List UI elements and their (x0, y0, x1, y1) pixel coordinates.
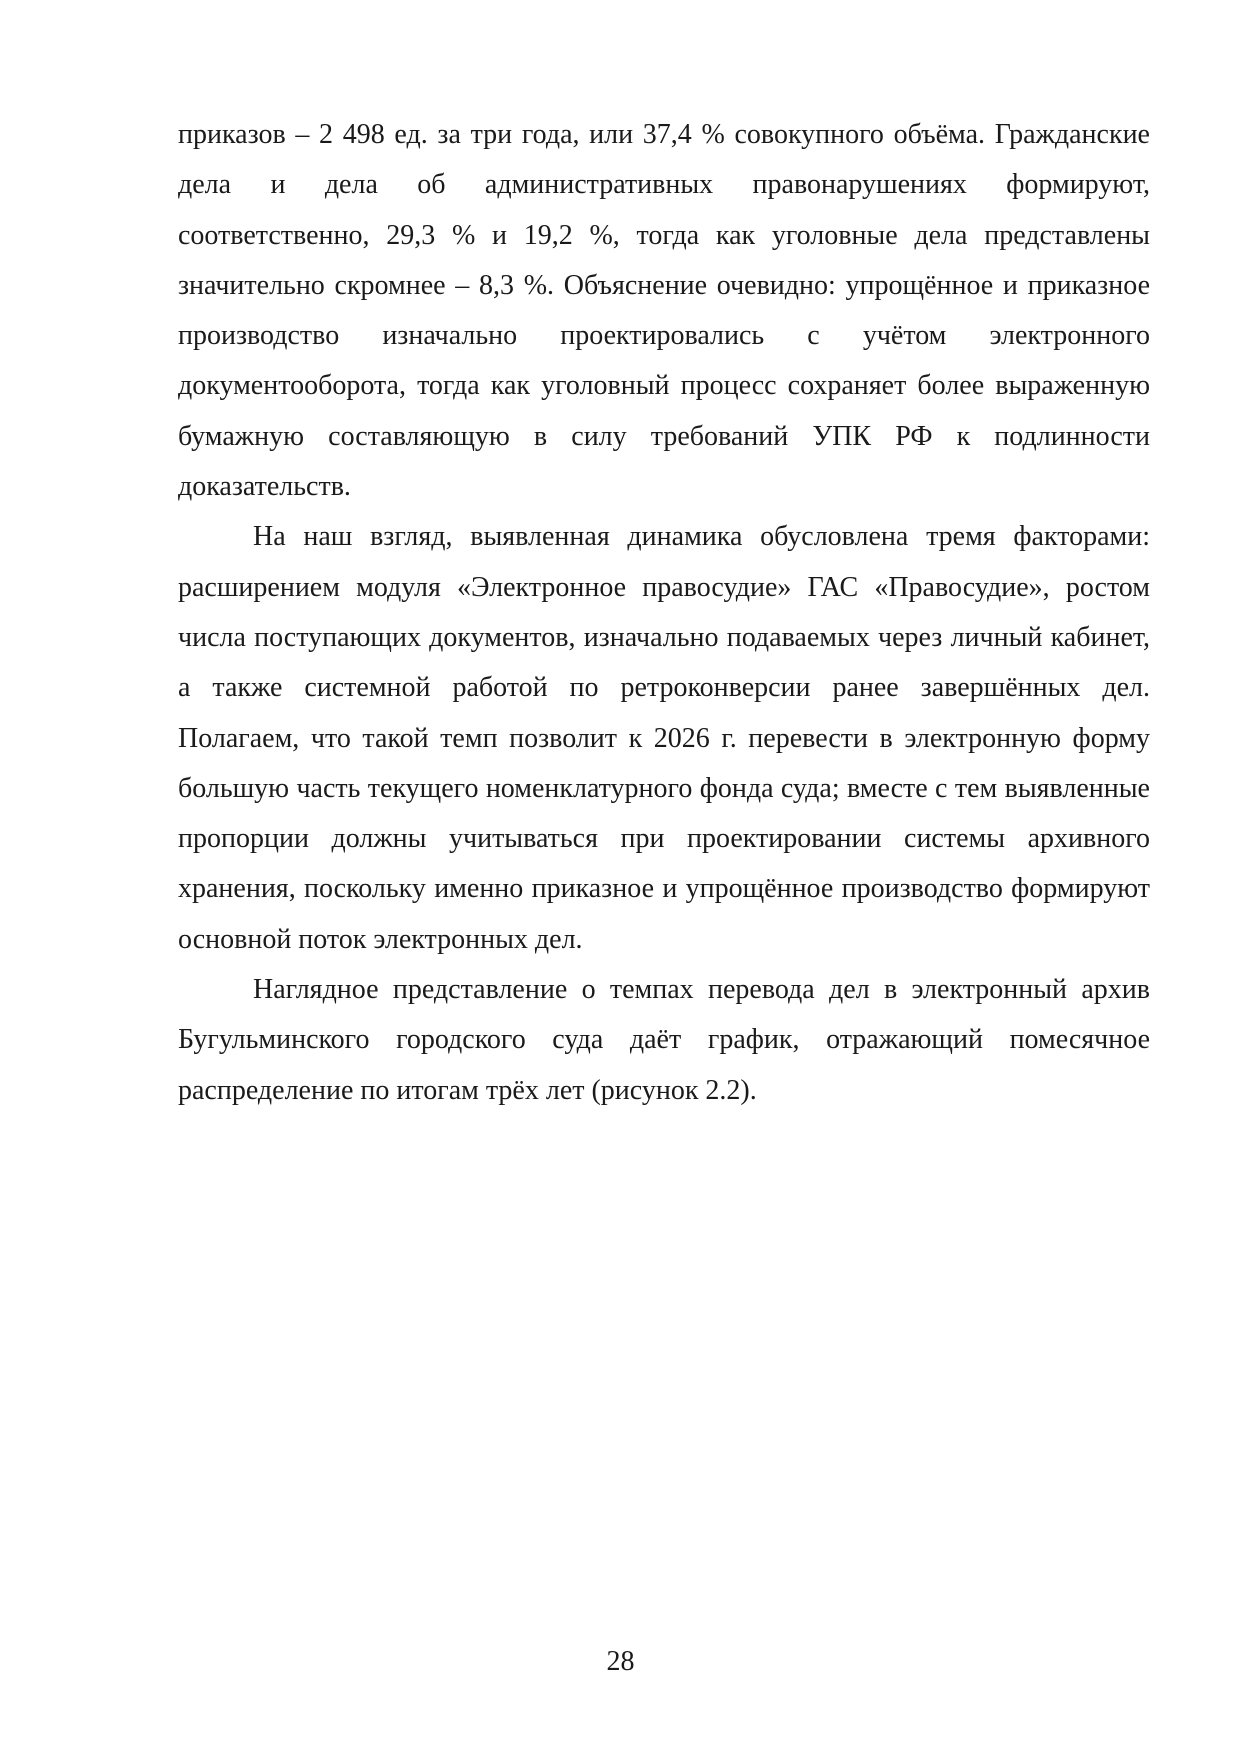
page-number: 28 (606, 1646, 635, 1677)
body-text (178, 110, 1150, 1116)
paragraph-continuation: приказов – 2 498 ед. за три года, или 37,4 % совокупного объёма. Гражданские дела и дела об административных правонарушениях формируют, соответственно, 29,3 % и 19,2 %, тогда как уголовные дела представлены значительно скромнее – 8,3 %. Объяснение очевидно: упрощённое и приказное производство изначально проектировались с учётом электронного документооборота, тогда как уголовный процесс сохраняет более выраженную бумажную составляющую в силу требований УПК РФ к подлинности доказательств. (178, 119, 1150, 503)
paragraph-figure-reference: Наглядное представление о темпах перевода дел в электронный архив Бугульминского городского суда даёт график, отражающий помесячное распределение по итогам трёх лет (рисунок 2.2). (178, 974, 1150, 1106)
paragraph-dynamics-factors: На наш взгляд, выявленная динамика обусловлена тремя факторами: расширением модуля «Электронное правосудие» ГАС «Правосудие», ростом числа поступающих документов, изначально подаваемых через личный кабинет, а также системной работой по ретроконверсии ранее завершённых дел. Полагаем, что такой темп позволит к 2026 г. перевести в электронную форму большую часть текущего номенклатурного фонда суда; вместе с тем выявленные пропорции должны учитываться при проектировании системы архивного хранения, поскольку именно приказное и упрощённое производство формируют основной поток электронных дел. (178, 521, 1150, 955)
